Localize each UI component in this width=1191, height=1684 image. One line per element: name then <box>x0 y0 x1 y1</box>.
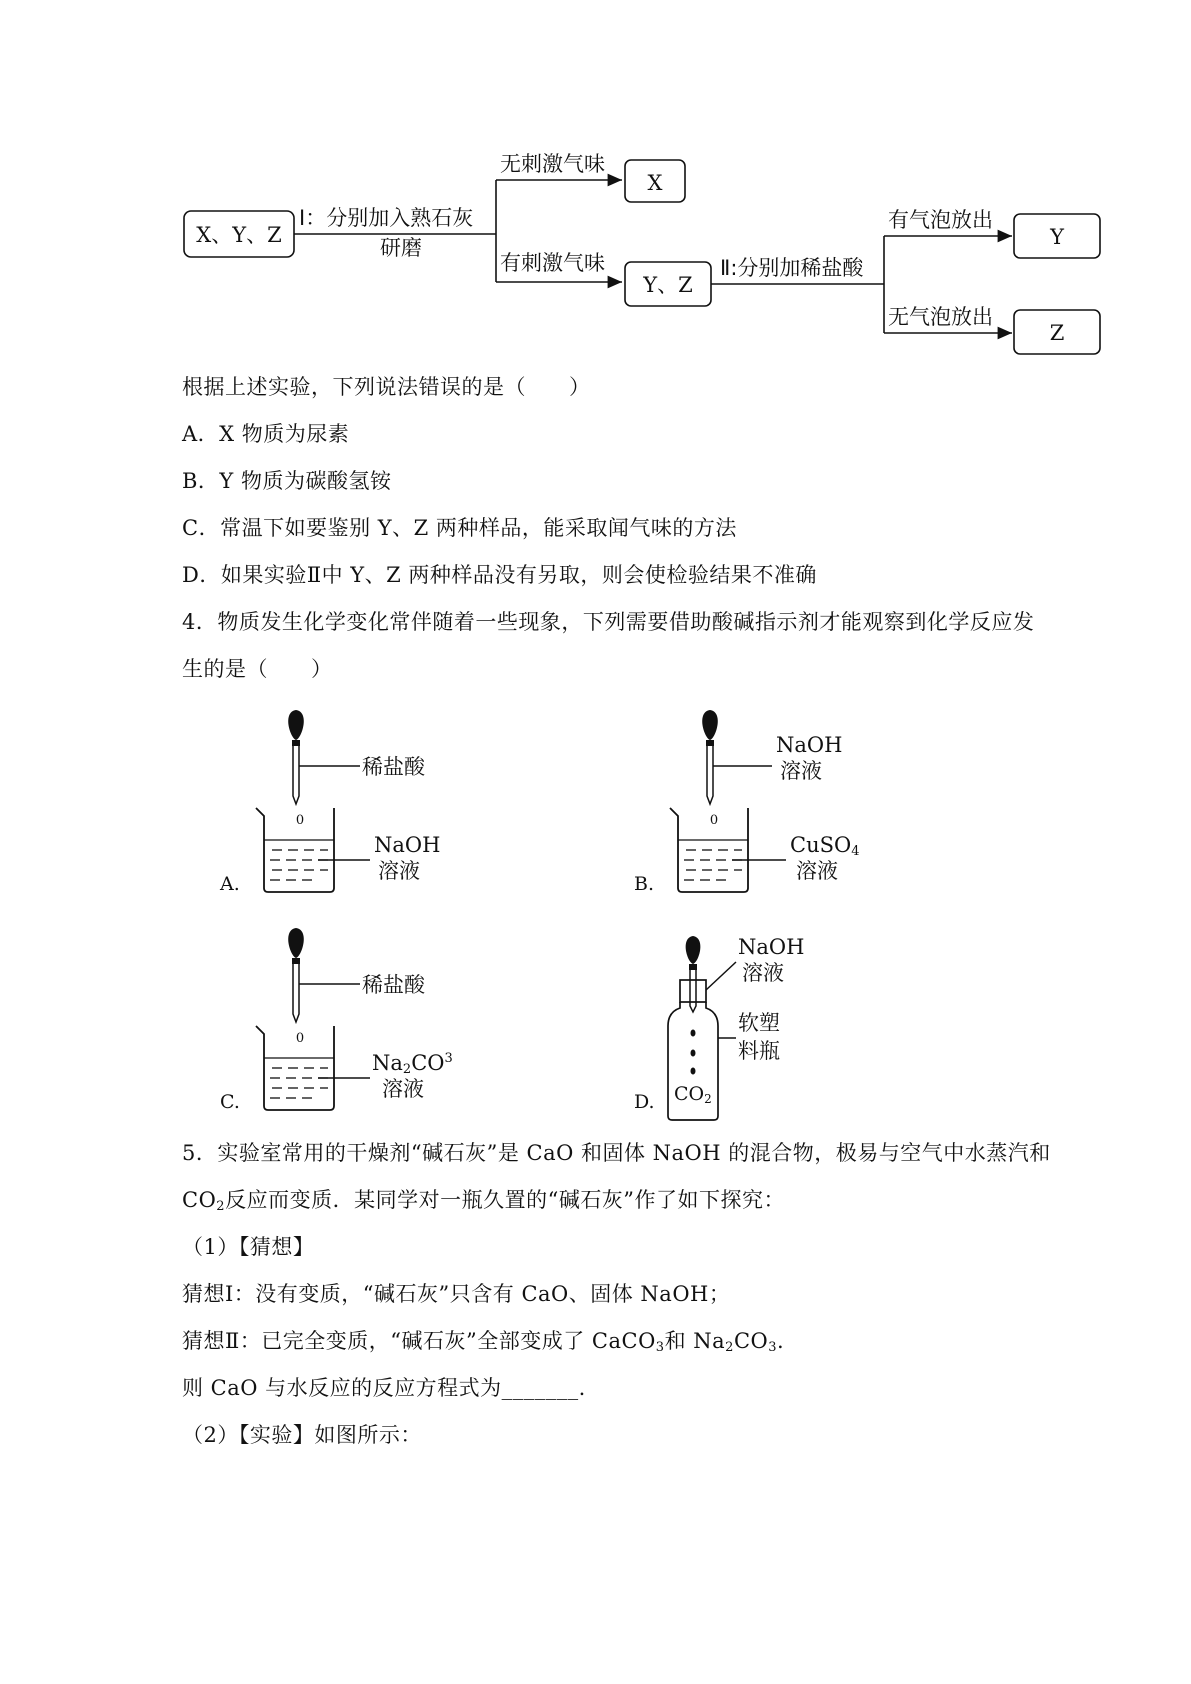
fig-b-mark: 0 <box>709 813 719 828</box>
start-label: X、Y、Z <box>196 223 282 247</box>
q5-section-guess: （1）【猜想】 <box>182 1235 315 1259</box>
q3-option-d: D．如果实验Ⅱ中 Y、Z 两种样品没有另取，则会使检验结果不准确 <box>182 563 817 587</box>
box-z-label: Z <box>1049 321 1065 345</box>
fig-b-solution-line2: 溶液 <box>796 859 838 883</box>
box-yz-label: Y、Z <box>643 273 693 297</box>
fig-a-mark: 0 <box>295 813 305 828</box>
fig-b-solution-line1: CuSO4 <box>790 833 860 859</box>
box-y-label: Y <box>1050 225 1064 249</box>
q5-guess-2: 猜想Ⅱ：已完全变质，“碱石灰”全部变成了 CaCO$_3$和 $Na_2CO_3$. <box>182 1329 785 1355</box>
dropper-icon <box>288 710 304 804</box>
fig-c-solution-line2: 溶液 <box>382 1077 424 1101</box>
fig-d-dropper-line1: NaOH <box>738 935 805 959</box>
fig-a-solution-line1: NaOH <box>374 833 441 857</box>
q3-stem: 根据上述实验，下列说法错误的是（ ） <box>182 375 591 399</box>
step2-label: Ⅱ:分别加稀盐酸 <box>720 256 864 280</box>
step1-sub-label: 研磨 <box>380 236 422 260</box>
fig-b-dropper-line1: NaOH <box>776 733 843 757</box>
figure-a <box>219 710 440 895</box>
fig-b-dropper-line2: 溶液 <box>780 759 822 783</box>
figure-b <box>634 710 859 895</box>
step1-label: Ⅰ：分别加入熟石灰 <box>299 206 474 230</box>
fig-c-letter: C. <box>220 1091 240 1113</box>
fig-b-letter: B. <box>634 873 655 895</box>
fig-d-dropper-line2: 溶液 <box>742 961 784 985</box>
bubbles-label: 有气泡放出 <box>888 208 993 232</box>
dropper-icon <box>288 928 304 1022</box>
fig-d-bottle-line1: 软塑 <box>738 1011 780 1035</box>
fig-d-bottle-line2: 料瓶 <box>738 1039 780 1063</box>
no-smell-label: 无刺激气味 <box>500 152 605 176</box>
figure-d <box>634 935 804 1120</box>
q4-figures <box>0 700 1191 1140</box>
q5-guess-1: 猜想Ⅰ：没有变质，“碱石灰”只含有 CaO、固体 NaOH； <box>182 1282 731 1306</box>
fig-a-dropper-label: 稀盐酸 <box>362 755 425 779</box>
fig-c-dropper-label: 稀盐酸 <box>362 973 425 997</box>
figure-c <box>220 928 453 1113</box>
fig-c-mark: 0 <box>295 1031 305 1046</box>
q5-stem-line2: $CO_2$反应而变质．某同学对一瓶久置的“碱石灰”作了如下探究： <box>182 1188 786 1214</box>
smell-label: 有刺激气味 <box>500 251 605 275</box>
q4-stem-line2: 生的是（ ） <box>182 657 333 681</box>
q3-option-b: B．Y 物质为碳酸氢铵 <box>182 469 392 493</box>
q3-option-c: C．常温下如要鉴别 Y、Z 两种样品，能采取闻气味的方法 <box>182 516 737 540</box>
fig-d-gas-label: CO2 <box>674 1083 712 1106</box>
dropper-icon <box>702 710 718 804</box>
dropper-icon <box>686 936 701 1012</box>
no-bubbles-label: 无气泡放出 <box>888 305 993 329</box>
q5-section-experiment: （2）【实验】如图所示： <box>182 1423 422 1447</box>
fig-a-letter: A. <box>220 873 240 895</box>
flowchart <box>0 0 1191 370</box>
fig-a-solution-line2: 溶液 <box>378 859 420 883</box>
box-x-label: X <box>647 171 663 195</box>
fig-c-solution-line1: $Na2CO^3$ <box>372 1051 453 1077</box>
q5-equation-prompt: 则 CaO 与水反应的反应方程式为_______. <box>182 1376 586 1400</box>
fig-d-letter: D. <box>634 1091 655 1113</box>
q3-option-a: A．X 物质为尿素 <box>182 422 350 446</box>
q4-stem-line1: 4．物质发生化学变化常伴随着一些现象，下列需要借助酸碱指示剂才能观察到化学反应发 <box>182 610 1035 634</box>
q5-stem-line1: 5．实验室常用的干燥剂“碱石灰”是 CaO 和固体 NaOH 的混合物，极易与空气中水蒸汽和 <box>182 1141 1051 1165</box>
